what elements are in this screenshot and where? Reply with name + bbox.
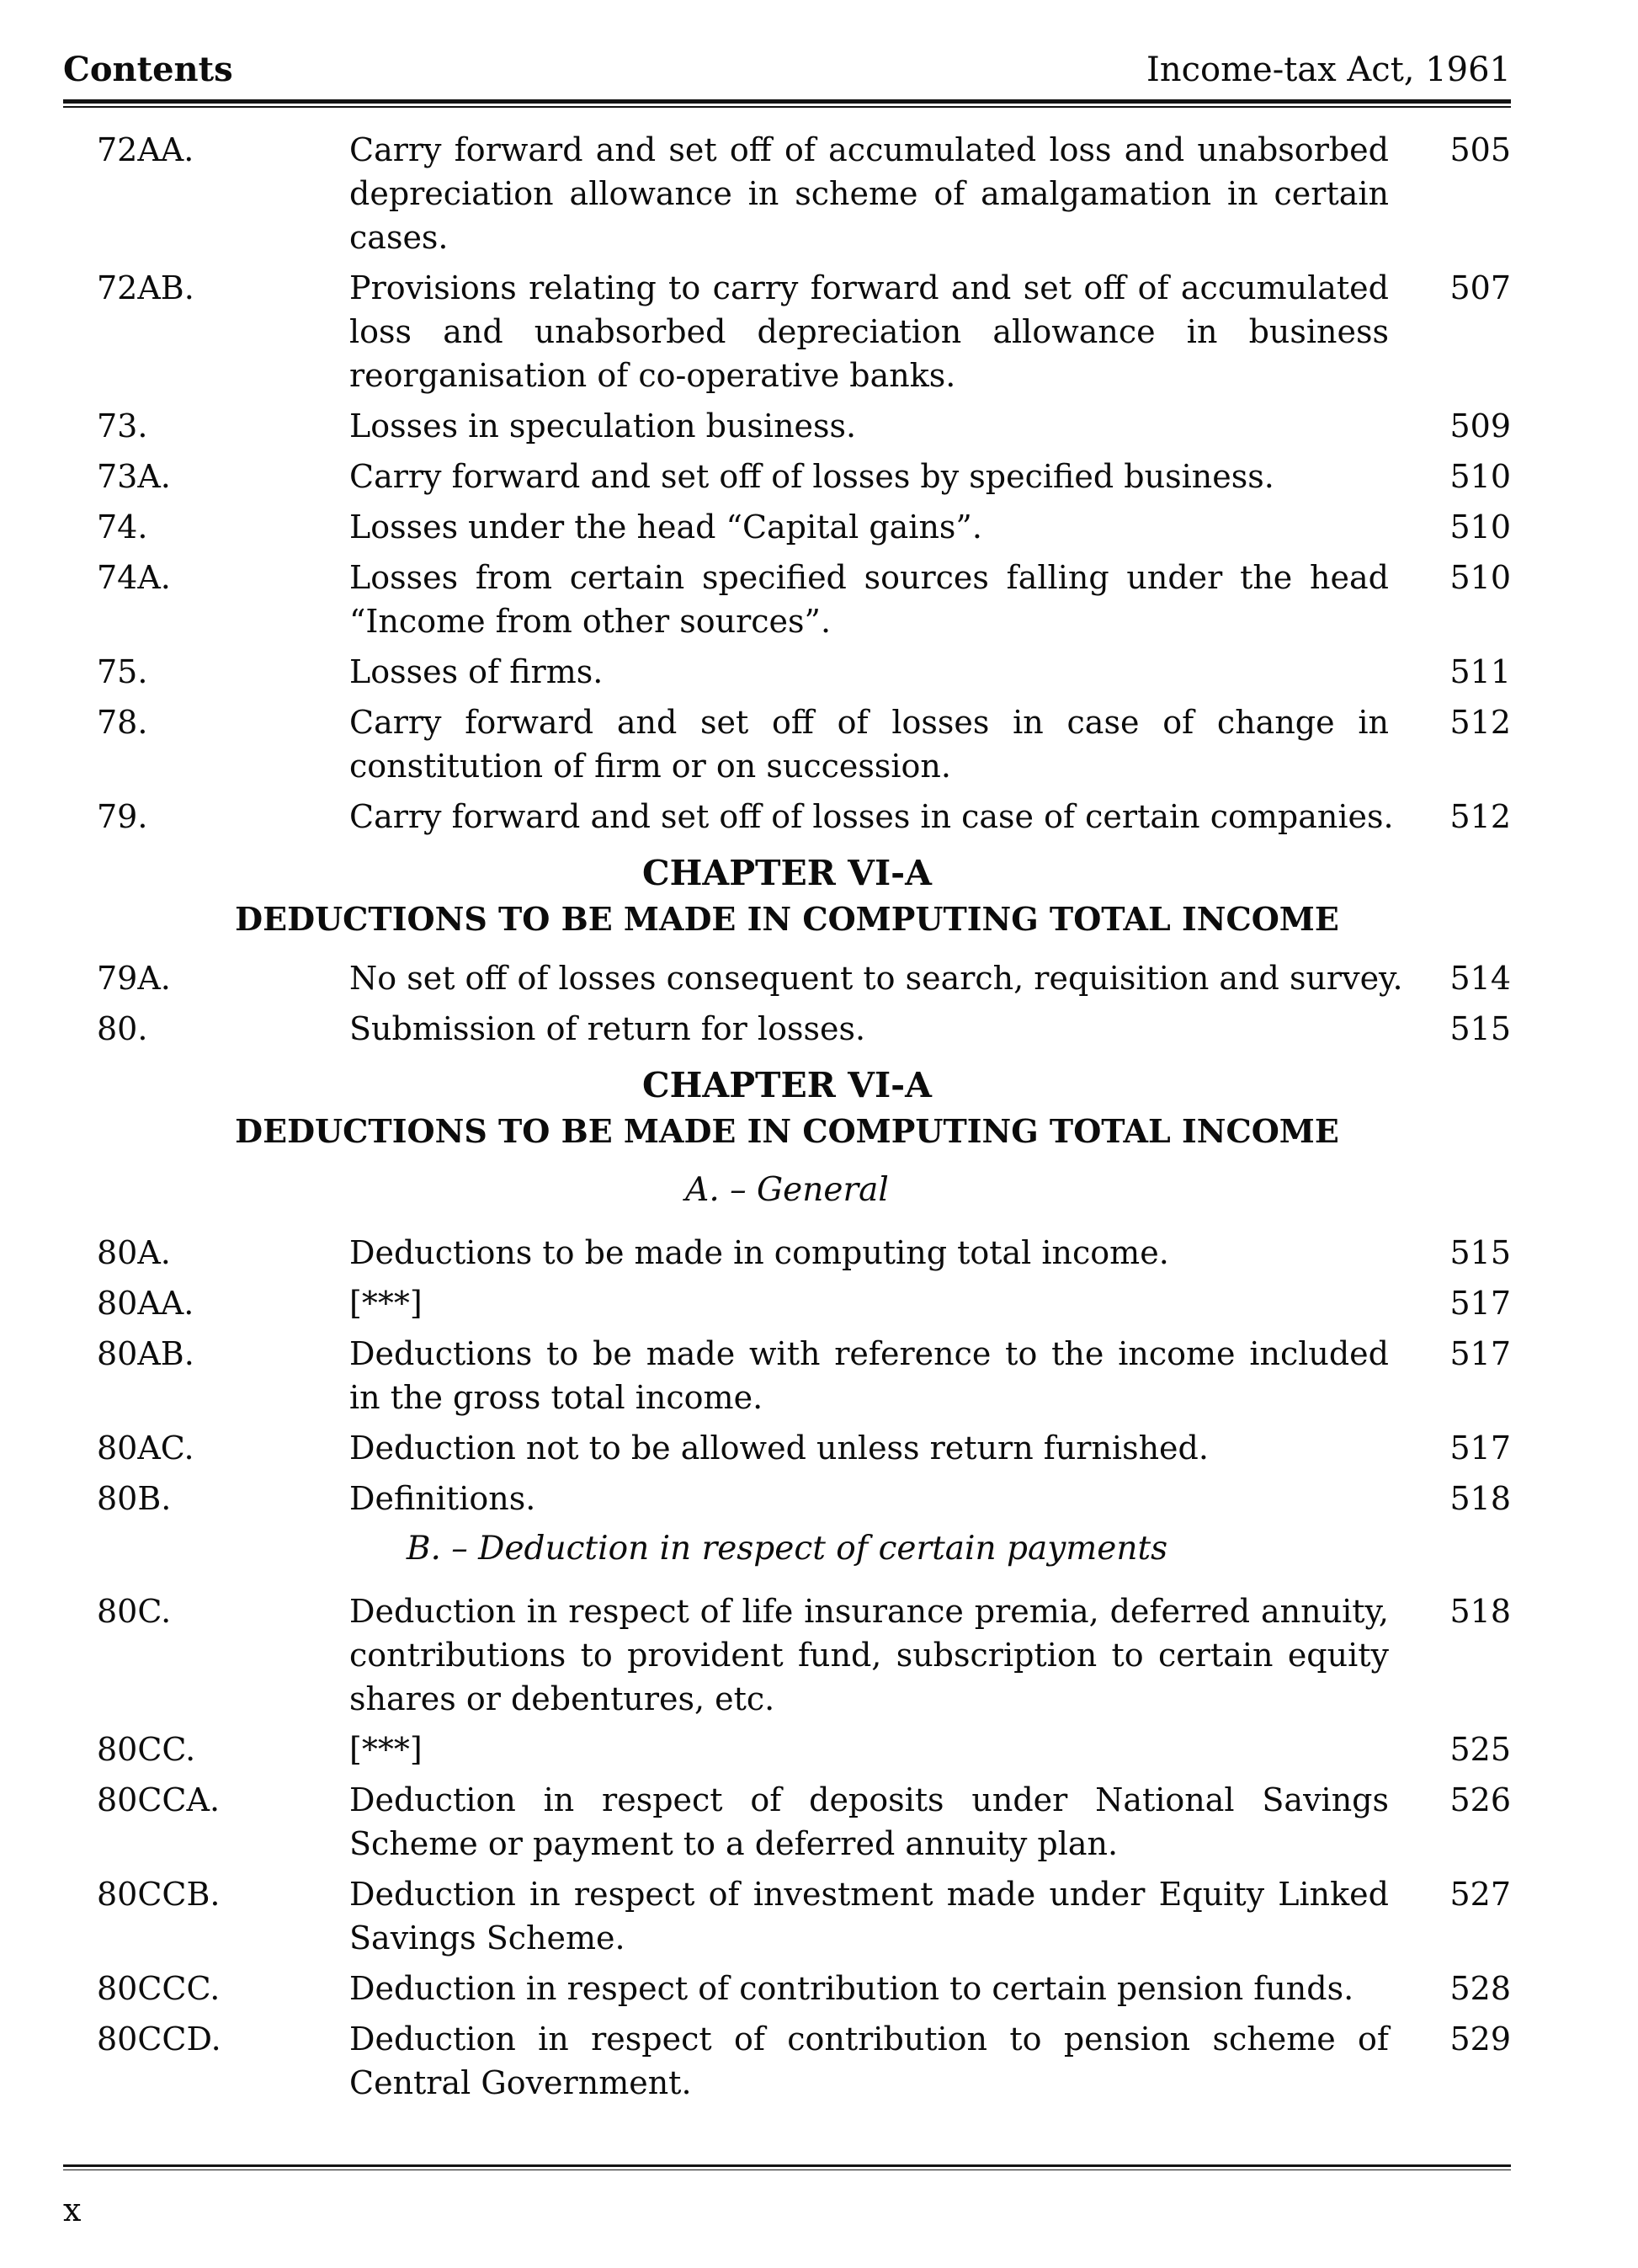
entry-description: Losses of firms.: [349, 653, 604, 690]
entry-description: Deduction in respect of investment made under Equity Linked Savings Scheme.: [349, 1876, 1389, 1957]
toc-entry: [63, 1728, 1511, 1771]
entry-description: No set off of losses consequent to search, requisition and survey.: [349, 960, 1403, 997]
toc-entry: [63, 556, 1511, 643]
entry-description: Definitions.: [349, 1480, 536, 1517]
entry-page-number: 510: [1449, 508, 1511, 546]
section-number: 73A.: [97, 458, 171, 495]
section-number: 80CCA.: [97, 1781, 221, 1818]
toc-entry: [63, 1007, 1511, 1051]
toc-entry: [63, 1872, 1511, 1960]
section-number: 80CCC.: [97, 1970, 221, 2007]
section-number: 72AB.: [97, 269, 194, 306]
entry-page-number: 517: [1449, 1335, 1511, 1372]
entry-page-number: 515: [1449, 1234, 1511, 1271]
toc-entry: [63, 1231, 1511, 1275]
section-number: 80CCB.: [97, 1876, 221, 1913]
page-number-roman: x: [63, 2191, 82, 2228]
section-number: 79.: [97, 798, 148, 835]
section-number: 80.: [97, 1010, 148, 1047]
section-number: 80CC.: [97, 1731, 196, 1768]
entry-description: Deduction in respect of deposits under National Savings Scheme or payment to a deferred annuity plan.: [349, 1781, 1389, 1862]
toc-entry: [63, 650, 1511, 694]
section-number: 80B.: [97, 1480, 172, 1517]
entry-description: Provisions relating to carry forward and set off of accumulated loss and unabsorbed depreciation allowance in business reorganisation of co-operative banks.: [349, 269, 1389, 394]
table-of-contents: [63, 128, 1511, 2111]
toc-entry: [63, 128, 1511, 259]
entry-page-number: 512: [1449, 798, 1511, 835]
entry-page-number: 514: [1449, 960, 1511, 997]
toc-entry: [63, 266, 1511, 397]
section-number: 80AA.: [97, 1285, 194, 1322]
chapter-subtitle: DEDUCTIONS TO BE MADE IN COMPUTING TOTAL INCOME: [235, 900, 1339, 938]
entry-description: Carry forward and set off of losses in case of change in constitution of firm or on succession.: [349, 704, 1389, 785]
chapter-subtitle: DEDUCTIONS TO BE MADE IN COMPUTING TOTAL INCOME: [235, 1112, 1339, 1150]
toc-entry: [63, 404, 1511, 448]
entry-description: Deduction in respect of contribution to pension scheme of Central Government.: [349, 2020, 1389, 2101]
part-subheading-payments: B. – Deduction in respect of certain payments: [406, 1530, 1168, 1568]
section-number: 80A.: [97, 1234, 171, 1271]
entry-page-number: 525: [1449, 1731, 1511, 1768]
entry-page-number: 529: [1449, 2020, 1511, 2058]
toc-entry: [63, 1332, 1511, 1419]
entry-description: Deductions to be made in computing total income.: [349, 1234, 1169, 1271]
entry-description: Carry forward and set off of losses by specified business.: [349, 458, 1274, 495]
entry-description: Carry forward and set off of losses in case of certain companies.: [349, 798, 1394, 835]
entry-description: Losses in speculation business.: [349, 407, 857, 445]
entry-description: [***]: [349, 1285, 423, 1322]
page-header: [63, 49, 1511, 91]
entry-page-number: 507: [1449, 269, 1511, 306]
toc-entry: [63, 505, 1511, 549]
entry-page-number: 517: [1449, 1429, 1511, 1467]
entry-page-number: 518: [1449, 1480, 1511, 1517]
chapter-heading: [63, 1064, 1511, 1152]
toc-entry: [63, 455, 1511, 498]
toc-entry: [63, 1589, 1511, 1721]
chapter-title: CHAPTER VI-A: [642, 853, 932, 893]
entry-page-number: 526: [1449, 1781, 1511, 1818]
entry-page-number: 528: [1449, 1970, 1511, 2007]
entry-page-number: 505: [1449, 131, 1511, 168]
entry-page-number: 511: [1449, 653, 1511, 690]
section-number: 73.: [97, 407, 148, 445]
entry-page-number: 512: [1449, 704, 1511, 741]
entry-description: Deductions to be made with reference to the income included in the gross total income.: [349, 1335, 1389, 1416]
header-rule: [63, 99, 1511, 108]
section-number: 80CCD.: [97, 2020, 221, 2058]
toc-entry: [63, 1967, 1511, 2010]
entry-description: Losses from certain specified sources falling under the head “Income from other sources”.: [349, 559, 1389, 640]
toc-entry: [63, 1281, 1511, 1325]
part-subheading-general: A. – General: [685, 1171, 889, 1209]
entry-page-number: 517: [1449, 1285, 1511, 1322]
entry-page-number: 509: [1449, 407, 1511, 445]
entry-page-number: 527: [1449, 1876, 1511, 1913]
entry-page-number: 510: [1449, 559, 1511, 596]
toc-entry: [63, 700, 1511, 788]
section-number: 79A.: [97, 960, 171, 997]
entry-page-number: 515: [1449, 1010, 1511, 1047]
page-footer: [63, 2164, 1511, 2243]
chapter-heading: [63, 852, 1511, 940]
toc-entry: [63, 1778, 1511, 1866]
header-contents-label: Contents: [63, 50, 233, 89]
entry-page-number: 518: [1449, 1593, 1511, 1630]
entry-description: Deduction in respect of life insurance premia, deferred annuity, contributions to provident fund, subscription to certain equity shares or debentures, etc.: [349, 1593, 1389, 1717]
section-number: 74.: [97, 508, 148, 546]
section-number: 74A.: [97, 559, 171, 596]
section-number: 80AC.: [97, 1429, 194, 1467]
section-number: 78.: [97, 704, 148, 741]
chapter-title: CHAPTER VI-A: [642, 1065, 932, 1105]
entry-description: [***]: [349, 1731, 423, 1768]
entry-description: Carry forward and set off of accumulated loss and unabsorbed depreciation allowance in scheme of amalgamation in certain cases.: [349, 131, 1389, 256]
header-act-title: Income-tax Act, 1961: [1146, 51, 1511, 89]
section-number: 72AA.: [97, 131, 194, 168]
toc-entry: [63, 2017, 1511, 2105]
toc-entry: [63, 956, 1511, 1000]
entry-description: Losses under the head “Capital gains”.: [349, 508, 982, 546]
entry-page-number: 510: [1449, 458, 1511, 495]
section-number: 75.: [97, 653, 148, 690]
toc-entry: [63, 1426, 1511, 1470]
toc-entry: [63, 795, 1511, 839]
entry-description: Deduction not to be allowed unless return furnished.: [349, 1429, 1209, 1467]
entry-description: Deduction in respect of contribution to certain pension funds.: [349, 1970, 1354, 2007]
entry-description: Submission of return for losses.: [349, 1010, 866, 1047]
section-number: 80AB.: [97, 1335, 194, 1372]
section-number: 80C.: [97, 1593, 172, 1630]
toc-entry: [63, 1477, 1511, 1520]
footer-rule: [63, 2164, 1511, 2170]
